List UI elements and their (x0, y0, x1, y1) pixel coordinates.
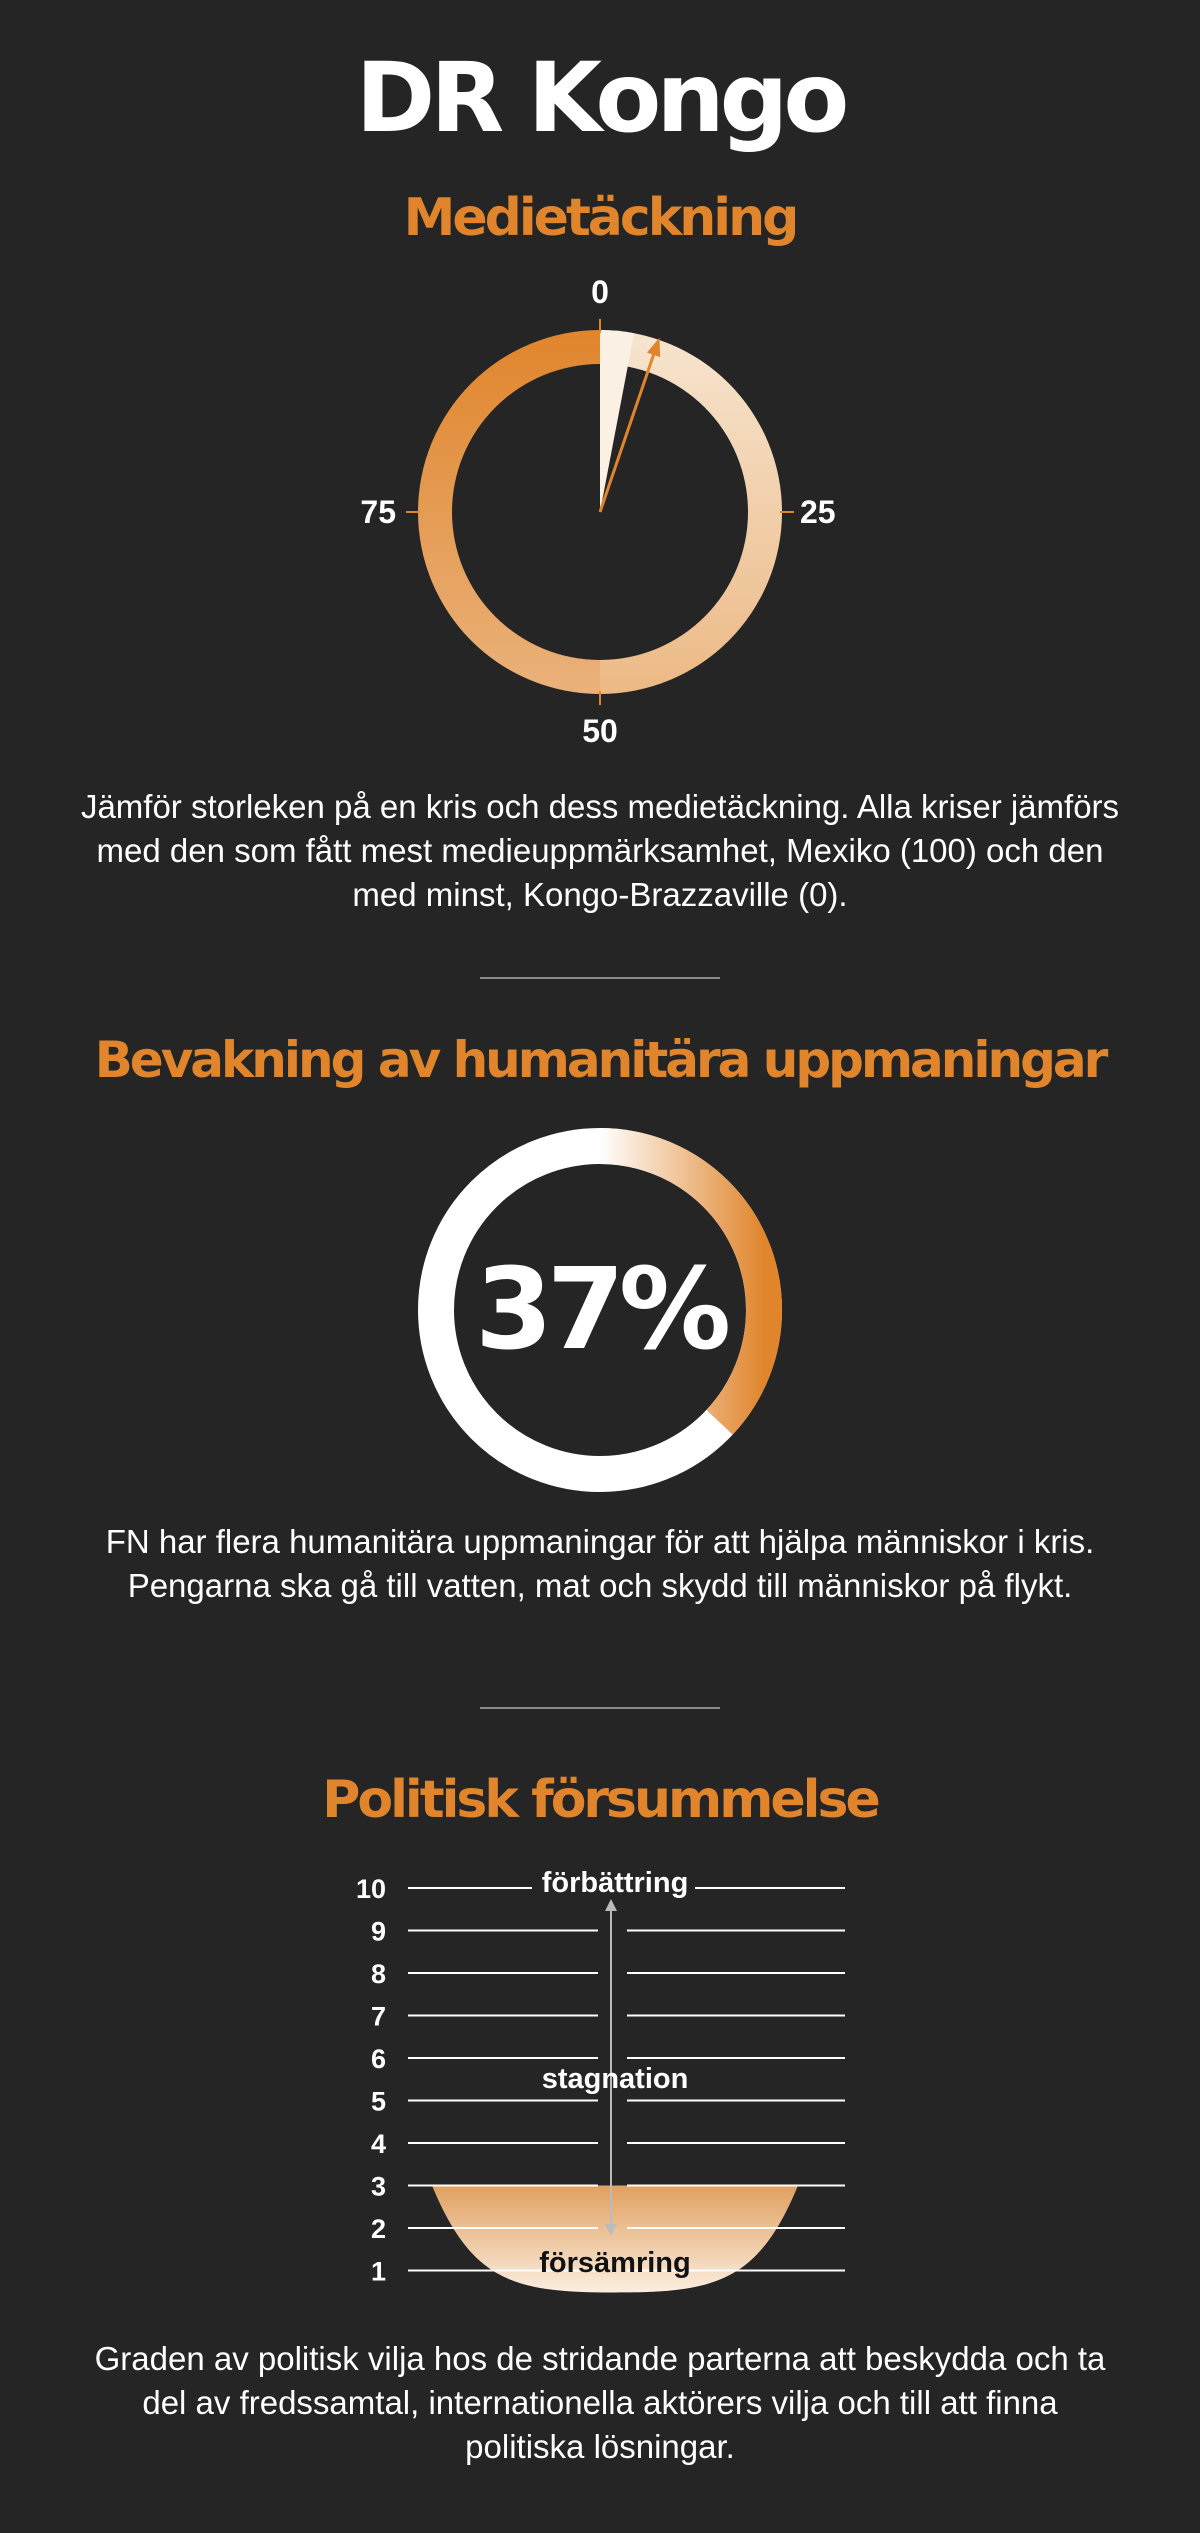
scale-tick-10: 10 (355, 1874, 386, 1904)
media-description: Jämför storleken på en kris och dess medietäckning. Alla kriser jämförs med den som fått mest medieuppmärksamhet, Mexiko (100) och den med minst, Kongo-Brazzaville (0). (80, 788, 1120, 913)
gauge-ring-right (600, 330, 782, 694)
scale-tick-3: 3 (370, 2171, 386, 2202)
scale-label-middle: stagnation (541, 2063, 689, 2095)
scale-label-top: förbättring (541, 1867, 689, 1899)
appeals-percentage: 37% (474, 1245, 726, 1375)
tick-label-75: 75 (360, 494, 396, 530)
gauge-value-wedge (600, 330, 634, 512)
tick-label-25: 25 (800, 494, 836, 530)
scale-tick-9: 9 (370, 1916, 386, 1947)
tick-label-0: 0 (591, 274, 609, 310)
scale-tick-6: 6 (370, 2044, 386, 2074)
appeals-description: FN har flera humanitära uppmaningar för att hjälpa människor i kris. Pengarna ska gå till vatten, mat och skydd till människor på flykt. (105, 1523, 1095, 1604)
scale-label-bottom: försämring (539, 2247, 691, 2279)
page-title: DR Kongo (355, 42, 845, 154)
divider (480, 1707, 720, 1709)
political-scale-chart (340, 1860, 860, 2300)
appeals-section-title: Bevakning av humanitära uppmaningar (94, 1031, 1106, 1089)
scale-tick-4: 4 (370, 2129, 386, 2159)
political-section-title: Politisk försummelse (322, 1770, 878, 1830)
political-description: Graden av politisk vilja hos de stridande parterna att beskydda och ta del av fredssamtal, internationella aktörers vilja och till att finna politiska lösningar. (94, 2340, 1106, 2465)
scale-tick-1: 1 (370, 2256, 386, 2287)
appeals-ring-chart (410, 1120, 790, 1500)
tick-label-50: 50 (582, 713, 618, 749)
scale-tick-8: 8 (370, 1959, 386, 1989)
scale-tick-7: 7 (370, 2001, 386, 2032)
scale-tick-5: 5 (370, 2086, 386, 2117)
gauge-ring-left (418, 330, 600, 694)
media-gauge (300, 255, 900, 755)
scale-tick-2: 2 (370, 2214, 386, 2244)
divider (480, 977, 720, 979)
media-section-title: Medietäckning (403, 188, 797, 248)
